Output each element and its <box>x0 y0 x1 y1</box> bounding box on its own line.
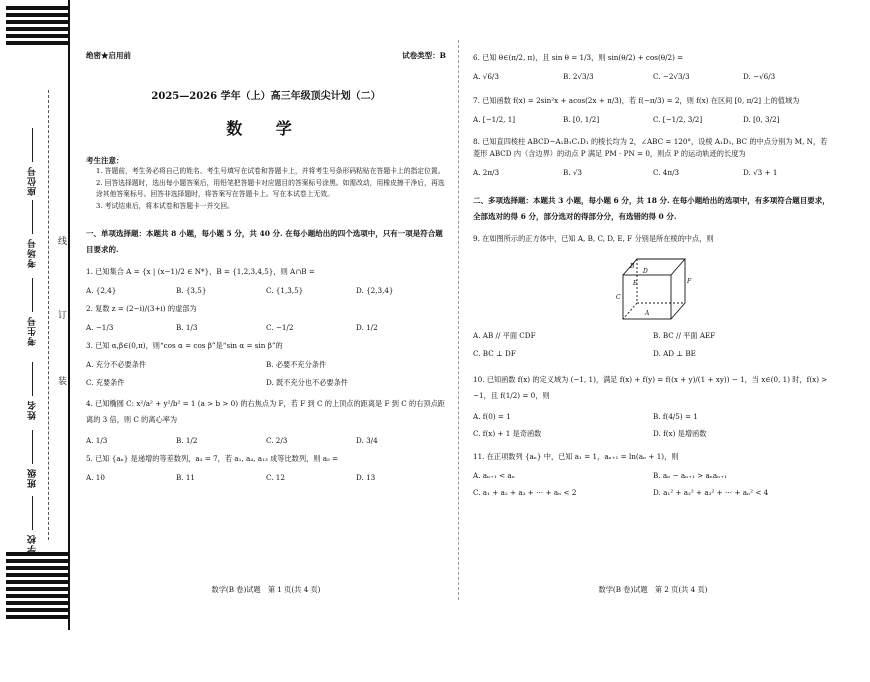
cube-figure <box>613 253 693 323</box>
cut-dash-line <box>48 90 49 540</box>
option: A. f(0) = 1 <box>473 412 511 421</box>
option: B. 必要不充分条件 <box>266 360 327 369</box>
page-1-footer: 数学(B 卷)试题 第 1 页(共 4 页) <box>211 585 321 594</box>
question-4-options <box>86 436 446 445</box>
option: C. 充要条件 <box>86 378 125 387</box>
figure-label: E <box>633 280 638 287</box>
option: A. 充分不必要条件 <box>86 360 147 369</box>
candidate-number-label: 考生号 <box>26 278 39 346</box>
name-label: 姓名 <box>26 362 39 420</box>
option: B. 1/3 <box>176 323 198 332</box>
question-1-options <box>86 286 446 295</box>
question-8: 8. 已知直四棱柱 ABCD−A₁B₁C₁D₁ 的棱长均为 2，∠ABC = 120°，设棱 A₁D₁, BC 的中点分别为 M, N，若菱形 ABCD 内（含边界）的动点 P 满足 PM · PN = 0，则点 P 的运动轨迹的长度为 <box>473 137 828 158</box>
question-1: 1. 已知集合 A = {x | (x−1)/2 ∈ N*}，B = {1,2,3,4,5}，则 A∩B = <box>86 267 315 276</box>
page-1-column <box>86 0 446 630</box>
option: B. f(4/5) = 1 <box>653 412 698 421</box>
option: C. {1,3,5} <box>266 286 304 295</box>
top-barcode-stripes <box>6 6 68 48</box>
question-9: 9. 在如图所示的正方体中，已知 A, B, C, D, E, F 分别是所在棱的中点，则 <box>473 234 714 243</box>
option: B. 11 <box>176 473 195 482</box>
option: B. BC // 平面 AEF <box>653 331 716 340</box>
question-5-options <box>86 473 446 482</box>
option: C. 2/3 <box>266 436 288 445</box>
option: D. f(x) 是增函数 <box>653 429 707 438</box>
class-label: 班级 <box>26 430 39 488</box>
exam-title: 2025—2026 学年（上）高三年级顶尖计划（二） <box>151 91 381 102</box>
question-6-options <box>473 72 833 81</box>
question-2: 2. 复数 z = (2−i)/(3+i) 的虚部为 <box>86 304 197 313</box>
option: D. [0, 3/2] <box>743 115 780 124</box>
option: D. 3/4 <box>356 436 378 445</box>
option: B. {3,5} <box>176 286 207 295</box>
option: A. 10 <box>86 473 105 482</box>
section-2-heading: 二、多项选择题：本题共 3 小题，每小题 6 分，共 18 分. 在每小题给出的选项中，有多项符合题目要求，全部选对的得 6 分，部分选对的得部分分，有选错的得 0 分. <box>473 196 830 221</box>
question-3: 3. 已知 α,β∈(0,π)，则“cos α = cos β”是“sin α = sin β”的 <box>86 341 283 350</box>
seat-number-label: 座位号 <box>26 128 39 196</box>
question-2-options <box>86 323 446 332</box>
question-6: 6. 已知 θ∈(π/2, π)，且 sin θ = 1/3，则 sin(θ/2) + cos(θ/2) = <box>473 53 684 62</box>
section-1-heading: 一、单项选择题：本题共 8 小题，每小题 5 分，共 40 分. 在每小题给出的四个选项中，只有一项是符合题目要求的. <box>86 229 443 254</box>
subject-title: 数 学 <box>226 119 306 138</box>
option: D. 13 <box>356 473 376 482</box>
question-10: 10. 已知函数 f(x) 的定义域为 (−1, 1)，满足 f(x) + f(y) = f((x + y)/(1 + xy)) − 1，当 x∈(0, 1) 时，f(x) > −1，且 f(1/2) = 0，则 <box>473 375 828 400</box>
figure-label: C <box>616 294 621 301</box>
question-4: 4. 已知椭圆 C: x²/a² + y²/b² = 1 (a > b > 0) 的右焦点为 F，若 F 到 C 的上顶点的距离是 F 到 C 的右顶点距离的 3 倍，则 C 的离心率为 <box>86 399 445 424</box>
option: D. AD ⊥ BE <box>653 349 696 358</box>
option: C. 4π/3 <box>653 168 680 177</box>
option: A. √6/3 <box>473 72 499 81</box>
question-7: 7. 已知函数 f(x) = 2sin²x + acos(2x + π/3)，若 f(−π/3) = 2，则 f(x) 在区间 [0, π/2] 上的值域为 <box>473 96 800 105</box>
gutter-border <box>68 0 70 630</box>
option: A. [−1/2, 1] <box>473 115 516 124</box>
confidential-mark: 绝密★启用前 <box>86 51 131 60</box>
notice-item: 1. 答题前，考生务必将自己的姓名、考生号填写在试卷和答题卡上，并将考生号条形码粘贴在答题卡上的指定位置。 <box>96 167 445 175</box>
option: B. [0, 1/2] <box>563 115 600 124</box>
figure-label: D <box>643 268 648 275</box>
figure-label: F <box>687 278 692 285</box>
header-row <box>86 50 446 61</box>
option: C. BC ⊥ DF <box>473 349 516 358</box>
question-5: 5. 已知 {aₙ} 是递增的等差数列，a₃ = 7，若 a₁, a₄, a₁₃ 成等比数列，则 a₅ = <box>86 454 339 463</box>
question-11-options <box>473 471 833 497</box>
option: C. −1/2 <box>266 323 294 332</box>
option: C. f(x) + 1 是奇函数 <box>473 429 542 438</box>
cut-mark-bind: 订 <box>56 310 66 319</box>
paper-type: 试卷类型：B <box>402 51 446 60</box>
option: B. aₙ − aₙ₊₁ > aₙaₙ₊₁ <box>653 471 727 480</box>
option: B. 2√3/3 <box>563 72 594 81</box>
option: D. 1/2 <box>356 323 378 332</box>
option: A. −1/3 <box>86 323 114 332</box>
figure-label: B <box>630 263 635 270</box>
page-2-footer: 数学(B 卷)试题 第 2 页(共 4 页) <box>598 585 708 594</box>
question-9-options <box>473 331 833 358</box>
option: D. 既不充分也不必要条件 <box>266 378 348 387</box>
question-7-options <box>473 115 833 124</box>
exam-room-label: 考场号 <box>26 200 39 268</box>
option: C. [−1/2, 3/2] <box>653 115 703 124</box>
question-10-options <box>473 412 833 439</box>
option: A. 2π/3 <box>473 168 500 177</box>
option: A. AB // 平面 CDF <box>473 331 536 340</box>
notice-item: 3. 考试结束后，将本试卷和答题卡一并交回。 <box>96 201 234 210</box>
option: C. 12 <box>266 473 285 482</box>
cut-mark-line: 线 <box>56 236 66 245</box>
option: C. −2√3/3 <box>653 72 690 81</box>
binding-gutter <box>0 0 70 630</box>
option: D. {2,3,4} <box>356 286 394 295</box>
school-label: 学校 <box>26 496 39 554</box>
option: D. −√6/3 <box>743 72 776 81</box>
option: A. {2,4} <box>86 286 117 295</box>
column-divider <box>458 40 459 600</box>
option: D. √3 + 1 <box>743 168 778 177</box>
notice-heading: 考生注意： <box>86 156 124 165</box>
option: D. a₁² + a₂² + a₃² + ⋯ + aₙ² < 4 <box>653 488 769 497</box>
page-2-column <box>473 0 833 682</box>
option: B. √3 <box>563 168 583 177</box>
notice-item: 2. 回答选择题时，选出每小题答案后，用铅笔把答题卡对应题目的答案标号涂黑。如需改动，用橡皮擦干净后，再选涂其他答案标号。回答非选择题时，将答案写在答题卡上。写在本试卷上无效。 <box>96 178 445 198</box>
figure-label: A <box>645 310 650 317</box>
cut-mark-pack: 装 <box>56 376 66 385</box>
question-11: 11. 在正项数列 {aₙ} 中，已知 a₁ = 1，aₙ₊₁ = ln(aₙ + 1)，则 <box>473 452 679 461</box>
option: A. 1/3 <box>86 436 108 445</box>
question-3-options <box>86 360 446 388</box>
option: A. aₙ₊₁ < aₙ <box>473 471 515 480</box>
question-8-options <box>473 168 833 177</box>
bottom-barcode-stripes <box>6 552 68 622</box>
option: C. a₁ + a₂ + a₃ + ⋯ + aₙ < 2 <box>473 488 577 497</box>
option: B. 1/2 <box>176 436 198 445</box>
